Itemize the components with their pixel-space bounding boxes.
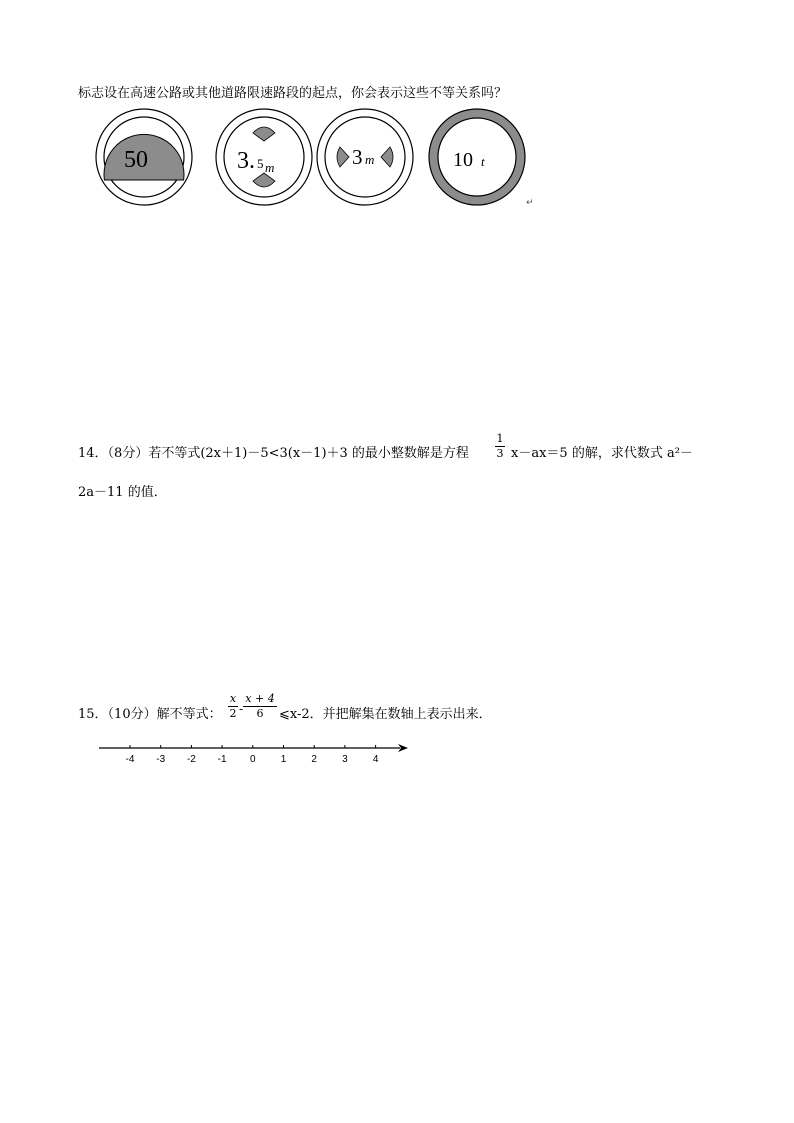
q14-frac-numerator: 1 <box>496 432 504 445</box>
sign-4-number: 10 <box>453 149 473 171</box>
q15-prefix: 15．（10分）解不等式： <box>78 707 222 722</box>
number-line-tick-label: -2 <box>186 754 196 765</box>
q15-frac1-denominator: 2 <box>229 707 237 720</box>
sign-2-decimal: 5 <box>257 156 264 171</box>
q14-suffix: x－ax＝5 的解，求代数式 a²－ <box>511 446 693 461</box>
number-line-tick-label: 0 <box>250 754 256 765</box>
number-line-tick-label: 1 <box>280 754 287 765</box>
number-line-tick-label: 2 <box>311 754 317 765</box>
number-line-tick-label: -1 <box>217 754 227 765</box>
q15-minus: - <box>239 702 244 716</box>
sign-speed-50 <box>96 109 192 205</box>
sign-2-unit: m <box>265 160 275 175</box>
sign-3-unit: m <box>365 152 375 167</box>
q14-fraction <box>495 433 505 460</box>
q15-suffix: ⩽x-2．并把解集在数轴上表示出来． <box>279 707 492 722</box>
q14-prefix: 14．（8分）若不等式(2x＋1)－5<3(x－1)＋3 的最小整数解是方程 <box>78 446 469 461</box>
sign-weight-10t <box>429 109 525 205</box>
q14-frac-denominator: 3 <box>496 447 504 460</box>
q15-frac2-denominator: 6 <box>256 707 264 720</box>
q15-fraction-2 <box>243 693 277 720</box>
q15-frac1-numerator: x <box>229 692 237 705</box>
sign-3-number: 3 <box>352 145 363 169</box>
number-line-tick-label: 3 <box>342 754 348 765</box>
q15-frac2-numerator: x + 4 <box>245 692 275 705</box>
traffic-signs <box>90 103 540 215</box>
sign-2-number: 3. <box>237 148 255 174</box>
sign-height-3-5m <box>216 109 312 205</box>
sign-width-3m <box>317 109 413 205</box>
intro-line: 标志设在高速公路或其他道路限速路段的起点，你会表示这些不等关系吗？ <box>78 86 508 101</box>
number-line-tick-label: -4 <box>125 754 135 765</box>
number-line-tick-label: -3 <box>156 754 166 765</box>
q14-line2: 2a－11 的值． <box>78 485 167 500</box>
sign-1-number: 50 <box>124 147 148 173</box>
number-line-tick-label: 4 <box>372 754 379 765</box>
sign-4-unit: t <box>481 154 485 169</box>
paragraph-return-mark: ↵ <box>526 198 534 208</box>
q15-fraction-1 <box>228 693 238 720</box>
